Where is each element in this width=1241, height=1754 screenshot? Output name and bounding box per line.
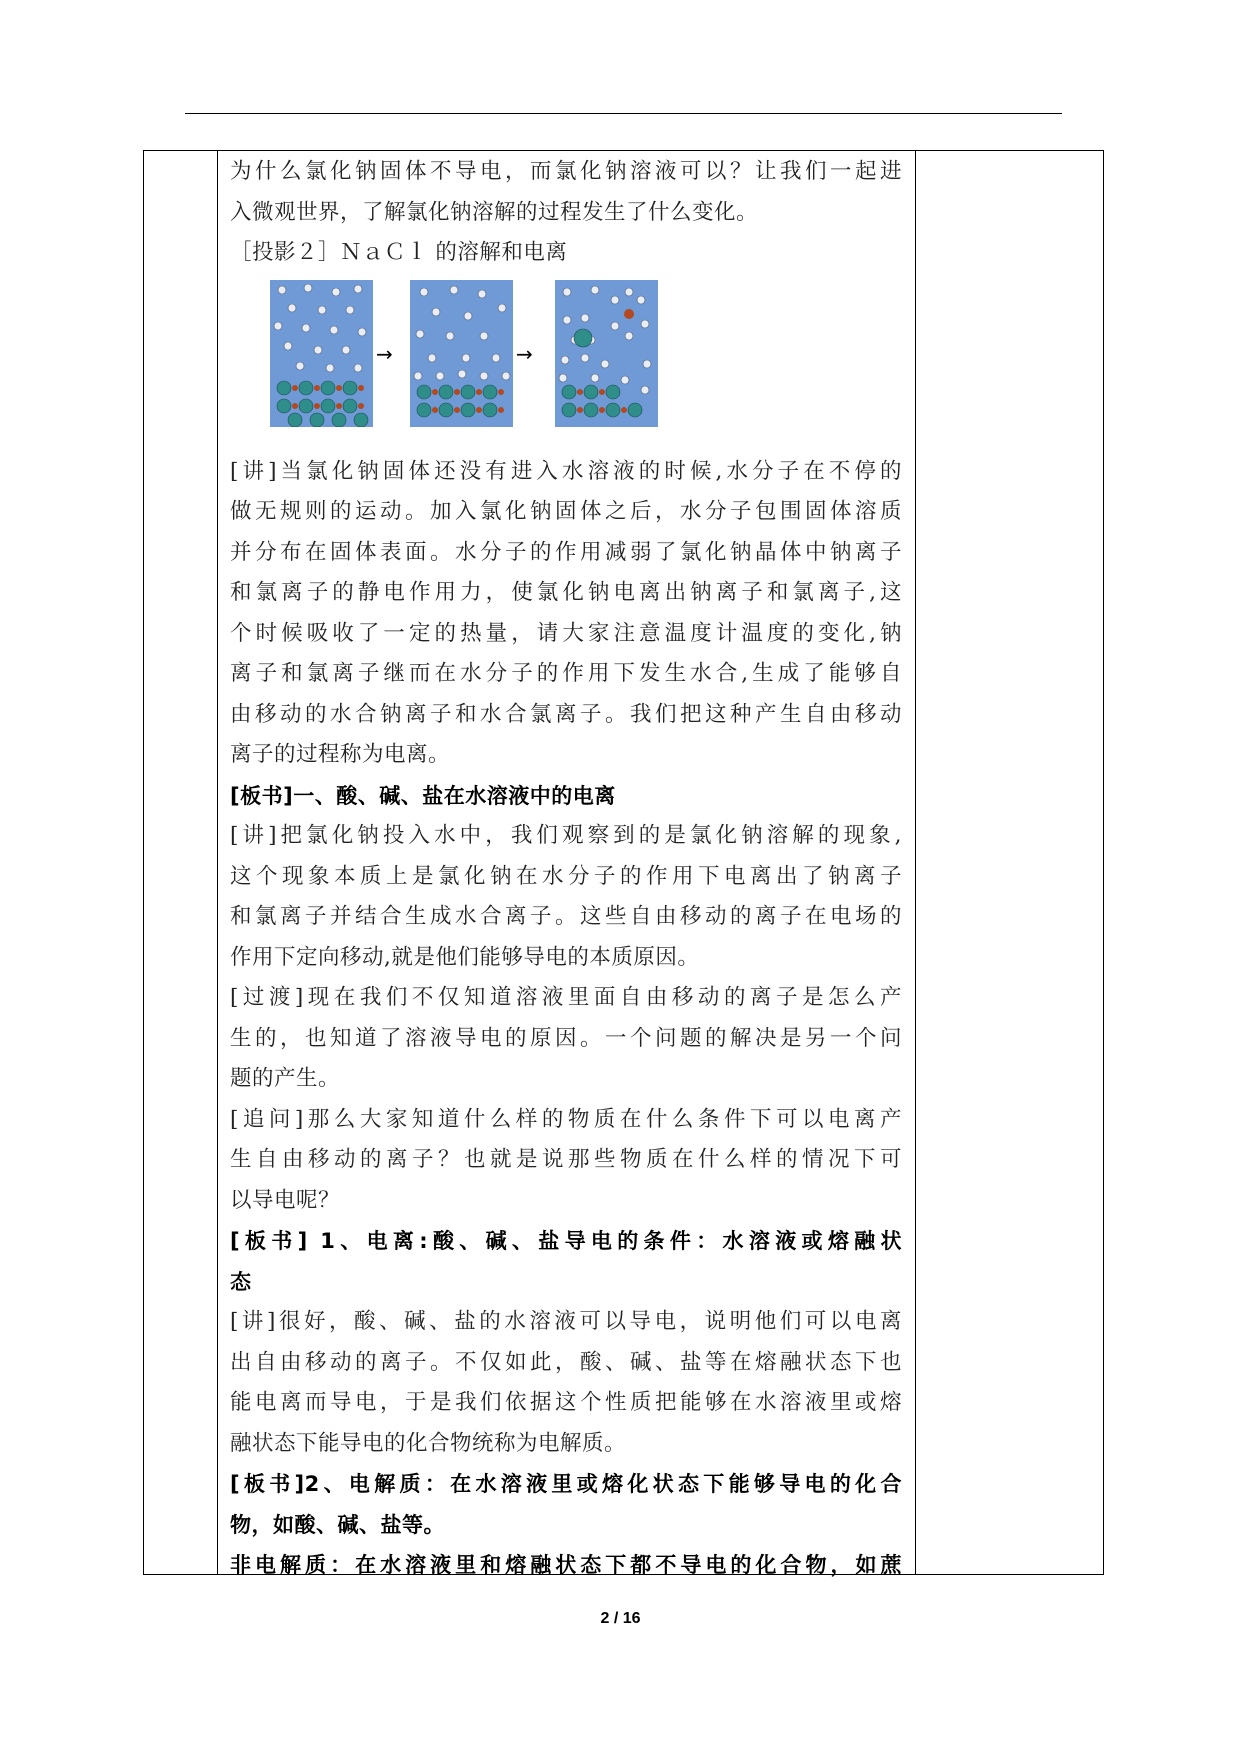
board-heading: [板书]一、酸、碱、盐在水溶液中的电离 [230, 783, 616, 808]
text-line: [讲]很好，酸、碱、盐的水溶液可以导电，说明他们可以电离 [230, 1309, 902, 1334]
text-line: 题的产生。 [230, 1066, 341, 1091]
text-line: 离子的过程称为电离。 [230, 742, 451, 767]
text-line: 作用下定向移动,就是他们能够导电的本质原因。 [230, 944, 700, 970]
board-heading: 非电解质：在水溶液里和熔融状态下都不导电的化合物，如蔗 [230, 1553, 902, 1577]
text-line: 入微观世界，了解氯化钠溶解的过程发生了什么变化。 [230, 199, 759, 225]
page-number: 2 / 16 [600, 1610, 641, 1627]
text-line: 融状态下能导电的化合物统称为电解质。 [230, 1430, 627, 1456]
text-line: [追问]那么大家知道什么样的物质在什么条件下可以电离产 [230, 1106, 902, 1132]
text-line: 这个现象本质上是氯化钠在水分子的作用下电离出了钠离子 [230, 863, 902, 889]
text-line: 能电离而导电，于是我们依据这个性质把能够在水溶液里或熔 [230, 1390, 902, 1415]
board-heading: [板书] 1、电离:酸、碱、盐导电的条件：水溶液或熔融状 [230, 1229, 902, 1253]
text-line: 生自由移动的离子？也就是说那些物质在什么样的情况下可 [230, 1147, 902, 1172]
text-line: [讲]当氯化钠固体还没有进入水溶液的时候,水分子在不停的 [230, 458, 902, 484]
text-line: 和氯离子的静电作用力，使氯化钠电离出钠离子和氯离子,这 [230, 580, 902, 605]
dissolution-stage-3-image [555, 280, 658, 427]
text-line: 出自由移动的离子。不仅如此，酸、碱、盐等在熔融状态下也 [230, 1349, 902, 1375]
text-line: 以导电呢？ [230, 1187, 341, 1213]
text-line: 生的，也知道了溶液导电的原因。一个问题的解决是另一个问 [230, 1025, 902, 1051]
text-line: 并分布在固体表面。水分子的作用减弱了氯化钠晶体中钠离子 [230, 539, 902, 565]
board-heading: 态 [230, 1269, 252, 1294]
dissolution-stage-1-image [270, 280, 373, 427]
lesson-content [230, 152, 902, 1586]
arrow-icon: → [516, 341, 534, 366]
text-line: 和氯离子并结合生成水合离子。这些自由移动的离子在电场的 [230, 904, 902, 929]
text-line: 做无规则的运动。加入氯化钠固体之后，水分子包围固体溶质 [230, 499, 902, 524]
board-heading: [板书]2、电解质：在水溶液里或熔化状态下能够导电的化合 [230, 1472, 902, 1496]
board-heading: 物，如酸、碱、盐等。 [230, 1512, 445, 1537]
text-line: ［投影２］ＮａＣｌ 的溶解和电离 [230, 240, 568, 265]
dissolution-figure [230, 274, 902, 452]
text-line: 为什么氯化钠固体不导电，而氯化钠溶液可以？让我们一起进 [230, 159, 902, 184]
text-line: 离子和氯离子继而在水分子的作用下发生水合,生成了能够自 [230, 661, 902, 686]
text-line: [过渡]现在我们不仅知道溶液里面自由移动的离子是怎么产 [230, 985, 902, 1010]
text-line: [讲]把氯化钠投入水中，我们观察到的是氯化钠溶解的现象, [230, 823, 902, 848]
table-column-divider-1 [217, 150, 218, 1575]
arrow-icon: → [376, 341, 394, 366]
text-line: 个时候吸收了一定的热量，请大家注意温度计温度的变化,钠 [230, 620, 902, 646]
dissolution-stage-2-image [410, 280, 513, 427]
header-rule [185, 113, 1062, 114]
text-line: 由移动的水合钠离子和水合氯离子。我们把这种产生自由移动 [230, 701, 902, 727]
table-column-divider-2 [915, 150, 916, 1575]
